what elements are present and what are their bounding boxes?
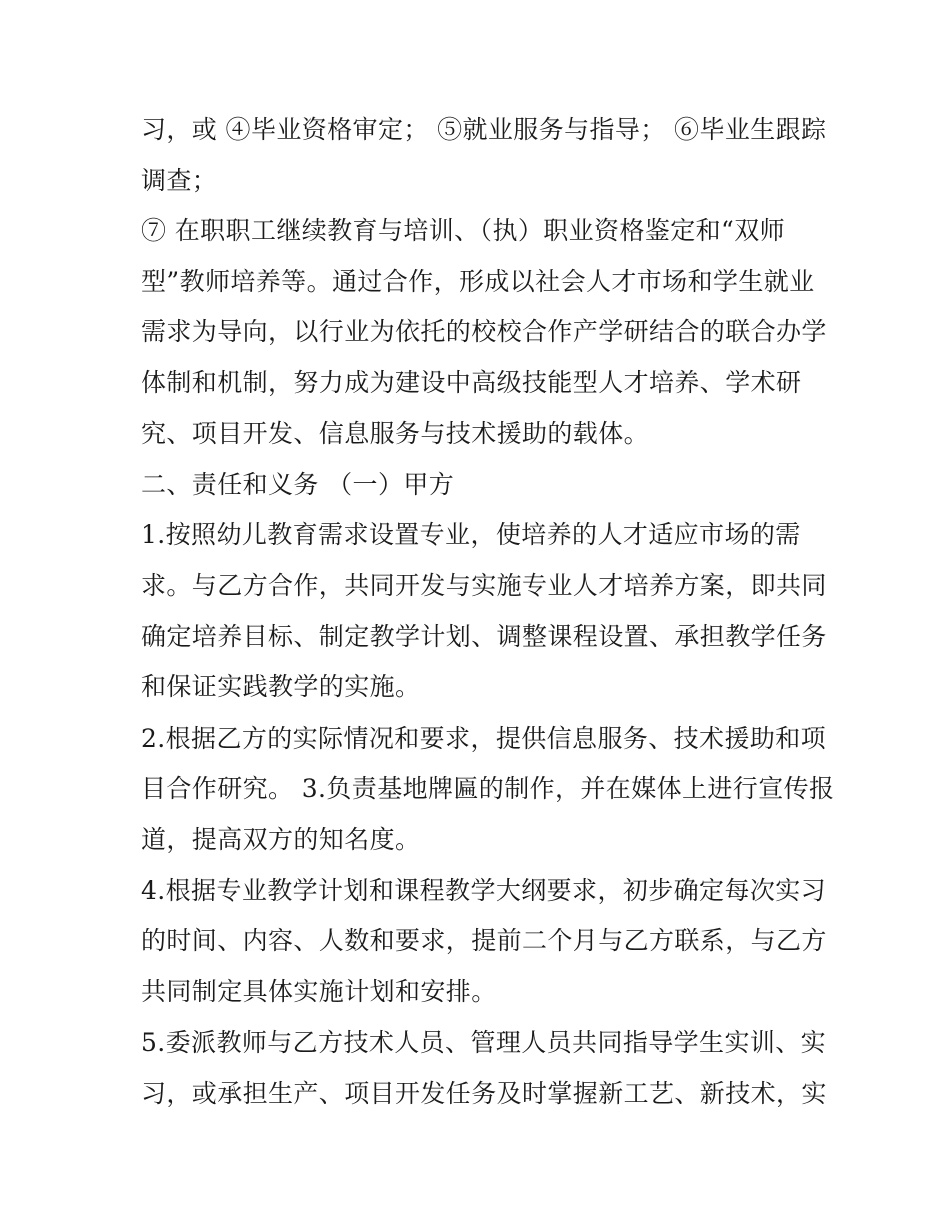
text-line: 调查； <box>141 166 218 195</box>
text-line: 共同制定具体实施计划和安排。 <box>141 977 497 1006</box>
text-line: 习，或承担生产、项目开发任务及时掌握新工艺、新技术，实 <box>141 1079 827 1108</box>
text-line: 确定培养目标、制定教学计划、调整课程设置、承担教学任务 <box>141 622 827 651</box>
text-line: 5.委派教师与乙方技术人员、管理人员共同指导学生实训、实 <box>141 1028 827 1057</box>
text-line: 求。与乙方合作，共同开发与实施专业人才培养方案，即共同 <box>141 571 827 600</box>
text-line: 习，或 ④毕业资格审定； ⑤就业服务与指导； ⑥毕业生跟踪 <box>141 115 827 144</box>
section-heading: 二、责任和义务 （一）甲方 <box>141 470 455 499</box>
text-line: 2.根据乙方的实际情况和要求，提供信息服务、技术援助和项 <box>141 724 827 753</box>
text-line: 4.根据专业教学计划和课程教学大纲要求，初步确定每次实习 <box>141 876 827 905</box>
text-line: 1.按照幼儿教育需求设置专业，使培养的人才适应市场的需 <box>141 520 801 549</box>
text-line: ⑦ 在职职工继续教育与培训、（执）职业资格鉴定和“双师 <box>141 216 786 245</box>
text-line: 的时间、内容、人数和要求，提前二个月与乙方联系，与乙方 <box>141 926 827 955</box>
text-line: 究、项目开发、信息服务与技术援助的载体。 <box>141 419 650 448</box>
text-line: 道，提高双方的知名度。 <box>141 825 421 854</box>
text-line: 型”教师培养等。通过合作，形成以社会人才市场和学生就业 <box>141 267 815 296</box>
text-line: 目合作研究。 3.负责基地牌匾的制作，并在媒体上进行宣传报 <box>141 774 835 803</box>
text-line: 需求为导向，以行业为依托的校校合作产学研结合的联合办学 <box>141 317 827 346</box>
text-line: 和保证实践教学的实施。 <box>141 672 421 701</box>
text-line: 体制和机制，努力成为建设中高级技能型人才培养、学术研 <box>141 368 802 397</box>
